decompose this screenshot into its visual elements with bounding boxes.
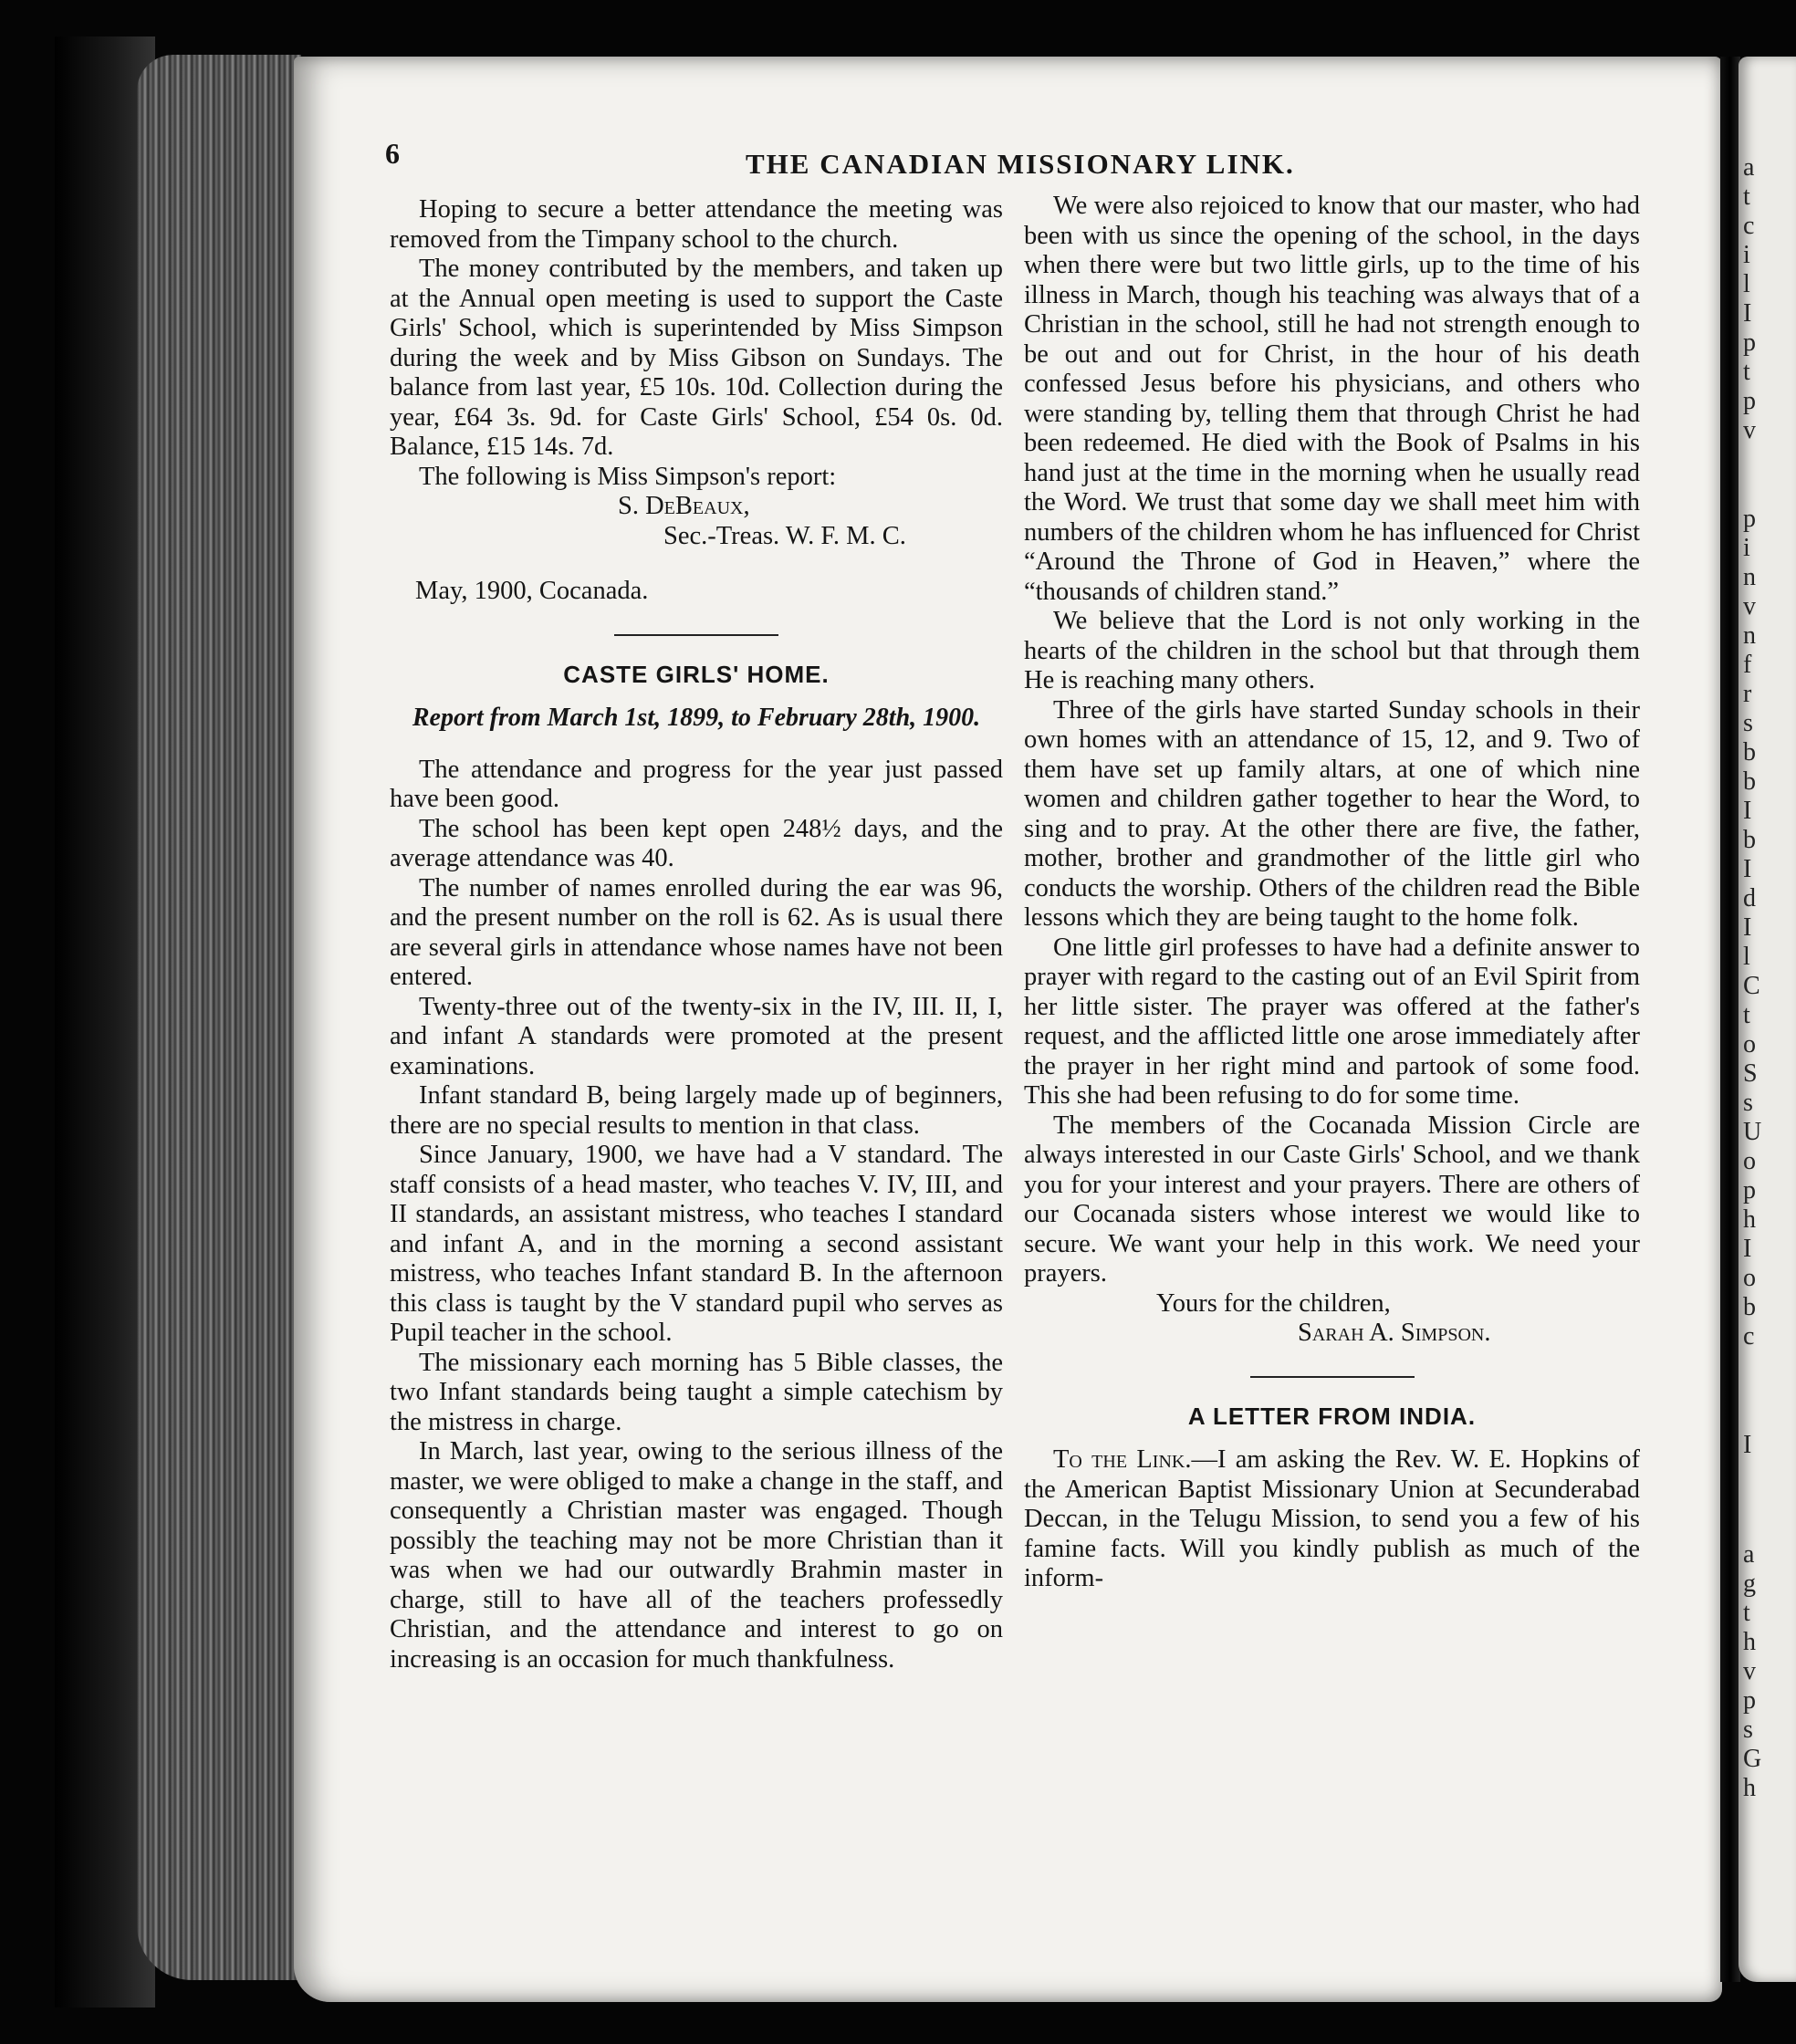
next-page-edge: [1739, 57, 1796, 1982]
next-page-letter: l: [1743, 270, 1750, 298]
next-page-letter: I: [1743, 1235, 1752, 1263]
next-page-letter: U: [1743, 1118, 1762, 1146]
paragraph: We were also rejoiced to know that our master, who had been with us since the opening of the school, in the days when there were but two little girls, up to the time of his illness in March, though his teaching was always that of a Christian in the school, still he had not strength enough to be out and out for Christ, in the hour of his death confessed Jesus before his physicians, and others who were standing by, telling them that through Christ he had been redeemed. He died with the Book of Psalms in his hand just at the time in the morning when he usually read the Word. We trust that some day we shall meet him with numbers of the children whom he has influenced for Christ “Around the Throne of God in Heaven,” where the “thousands of children stand.”: [1024, 192, 1640, 606]
next-page-letter: b: [1743, 1293, 1756, 1321]
paragraph: Since January, 1900, we have had a V standard. The staff consists of a head master, who teaches V. IV, III, and II standards, an assistant mistress, who teaches I standard and infant A, and in the morning a second assistant mistress, who teaches Infant standard B. In the afternoon this class is taught by the V standard pupil who serves as Pupil teacher in the school.: [390, 1141, 1003, 1347]
next-page-letter: a: [1743, 1540, 1755, 1569]
paragraph: Hoping to secure a better attendance the meeting was removed from the Timpany school to the church.: [390, 195, 1003, 254]
next-page-letter: s: [1743, 1716, 1753, 1744]
paragraph: The members of the Cocanada Mission Circle are always interested in our Caste Girls' School, and we thank you for your interest and your prayers. There are others of our Cocanada sisters whose interest we would like to secure. We want your help in this work. We need your prayers.: [1024, 1111, 1640, 1288]
next-page-letter: h: [1743, 1205, 1756, 1234]
next-page-letter: v: [1743, 1657, 1756, 1685]
next-page-letter: a: [1743, 153, 1755, 182]
next-page-letter: l: [1743, 943, 1750, 971]
signature-title: Sec.-Treas. W. F. M. C.: [663, 521, 906, 550]
next-page-letter: t: [1743, 1599, 1750, 1627]
next-page-letter: t: [1743, 182, 1750, 211]
next-page-letter: t: [1743, 358, 1750, 386]
report-signer: Sarah A. Simpson.: [1298, 1319, 1491, 1347]
next-page-letter: r: [1743, 680, 1752, 708]
next-page-letter: I: [1743, 855, 1752, 883]
paragraph: The school has been kept open 248½ days, and the average attendance was 40.: [390, 814, 1003, 872]
salutation: To the Link.: [1053, 1445, 1192, 1474]
next-page-letter: b: [1743, 826, 1756, 854]
page-number: 6: [385, 137, 400, 170]
next-page-letter: G: [1743, 1745, 1762, 1773]
left-column: [390, 195, 1003, 1674]
paragraph: Infant standard B, being largely made up of beginners, there are no special results to mention in that class.: [390, 1081, 1003, 1140]
next-page-letter: i: [1743, 241, 1750, 269]
book-gutter: [1720, 57, 1740, 1982]
section-title: CASTE GIRLS' HOME.: [563, 660, 830, 688]
next-page-letter: p: [1743, 387, 1756, 415]
next-page-letter: s: [1743, 709, 1753, 737]
next-page-letter: C: [1743, 972, 1760, 1000]
paragraph: We believe that the Lord is not only working in the hearts of the children in the school but that through them He is reaching many others.: [1024, 607, 1640, 694]
next-page-letter: n: [1743, 621, 1756, 650]
next-page-letter: p: [1743, 1686, 1756, 1715]
next-page-letter: p: [1743, 1176, 1756, 1204]
next-page-letter: n: [1743, 563, 1756, 591]
next-page-letter: d: [1743, 884, 1756, 912]
paragraph: The missionary each morning has 5 Bible classes, the two Infant standards being taught a simple catechism by the mistress in charge.: [390, 1348, 1003, 1436]
next-page-letter: t: [1743, 1001, 1750, 1029]
section-title: A LETTER FROM INDIA.: [1187, 1402, 1477, 1430]
next-page-letter: p: [1743, 505, 1756, 533]
next-page-letter: c: [1743, 212, 1755, 240]
next-page-letter: o: [1743, 1147, 1756, 1175]
next-page-letter: I: [1743, 1431, 1752, 1459]
next-page-letter: v: [1743, 592, 1756, 620]
next-page-letter: S: [1743, 1059, 1758, 1088]
next-page-letter: o: [1743, 1264, 1756, 1292]
next-page-letter: I: [1743, 299, 1752, 328]
dateline: May, 1900, Cocanada.: [415, 577, 649, 605]
next-page-letter: i: [1743, 534, 1750, 562]
next-page-letter: I: [1743, 797, 1752, 825]
letter-text: —I am asking the Rev. W. E. Hopkins of the American Baptist Missionary Union at Secunderabad Deccan, in the Telugu Mission, to send you a few of his famine facts. Will you kindly publish as much of the inform-: [1024, 1445, 1640, 1592]
next-page-letter: h: [1743, 1774, 1756, 1802]
next-page-letter: s: [1743, 1089, 1753, 1117]
signature-name: S. DeBeaux,: [618, 492, 750, 520]
next-page-letter: b: [1743, 767, 1756, 796]
paragraph: The number of names enrolled during the ear was 96, and the present number on the roll is 62. As is usual there are several girls in attendance whose names have not been entered.: [390, 873, 1003, 991]
paragraph: The attendance and progress for the year just passed have been good.: [390, 755, 1003, 813]
letter-paragraph: [1024, 1445, 1640, 1594]
running-title: THE CANADIAN MISSIONARY LINK.: [746, 148, 1295, 180]
next-page-letter: h: [1743, 1628, 1756, 1656]
next-page-letter: I: [1743, 913, 1752, 942]
next-page-letter: o: [1743, 1030, 1756, 1058]
closing-line: Yours for the children,: [1156, 1288, 1391, 1318]
next-page-letter: c: [1743, 1322, 1755, 1350]
book-page: [294, 57, 1722, 2002]
next-page-letter: b: [1743, 738, 1756, 766]
paragraph: The money contributed by the members, and taken up at the Annual open meeting is used to support the Caste Girls' School, which is superintended by Miss Simpson during the week and by Miss Gibson on Sundays. The balance from last year, £5 10s. 10d. Collection during the year, £64 3s. 9d. for Caste Girls' School, £54 0s. 0d. Balance, £15 14s. 7d.: [390, 255, 1003, 461]
paragraph: Twenty-three out of the twenty-six in the IV, III. II, I, and infant A standards were promoted at the present examinations.: [390, 992, 1003, 1080]
paragraph: Three of the girls have started Sunday schools in their own homes with an attendance of 15, 12, and 9. Two of them have set up family altars, at one of which nine women and children gather together to hear the Word, to sing and to pray. At the other there are five, the father, mother, brother and grandmother of the little girl who conducts the worship. Others of the children read the Bible lessons which they are being taught to the home folk.: [1024, 695, 1640, 932]
next-page-letter: p: [1743, 328, 1756, 357]
paragraph: In March, last year, owing to the serious illness of the master, we were obliged to make a change in the staff, and consequently a Christian master was engaged. Though possibly the teaching may not be more Christian than it was when we had our outwardly Brahmin master in charge, still to have all of the teachers professedly Christian, and the attendance and interest to go on increasing is an occasion for much thankfulness.: [390, 1437, 1003, 1674]
next-page-letter: f: [1743, 651, 1752, 679]
divider-rule: [1250, 1376, 1415, 1378]
next-page-letter: g: [1743, 1570, 1756, 1598]
next-page-letter: v: [1743, 416, 1756, 444]
right-column: [1024, 192, 1640, 1594]
paragraph: The following is Miss Simpson's report:: [419, 462, 837, 491]
divider-rule: [614, 634, 778, 636]
report-subtitle: Report from March 1st, 1899, to February 28th, 1900.: [412, 704, 981, 732]
paragraph: One little girl professes to have had a definite answer to prayer with regard to the casting out of an Evil Spirit from her little sister. The prayer was offered at the father's request, and the afflicted little one arose immediately after the prayer in her right mind and partook of some food. This she had been refusing to do for some time.: [1024, 933, 1640, 1110]
page-edges: [137, 55, 301, 1980]
